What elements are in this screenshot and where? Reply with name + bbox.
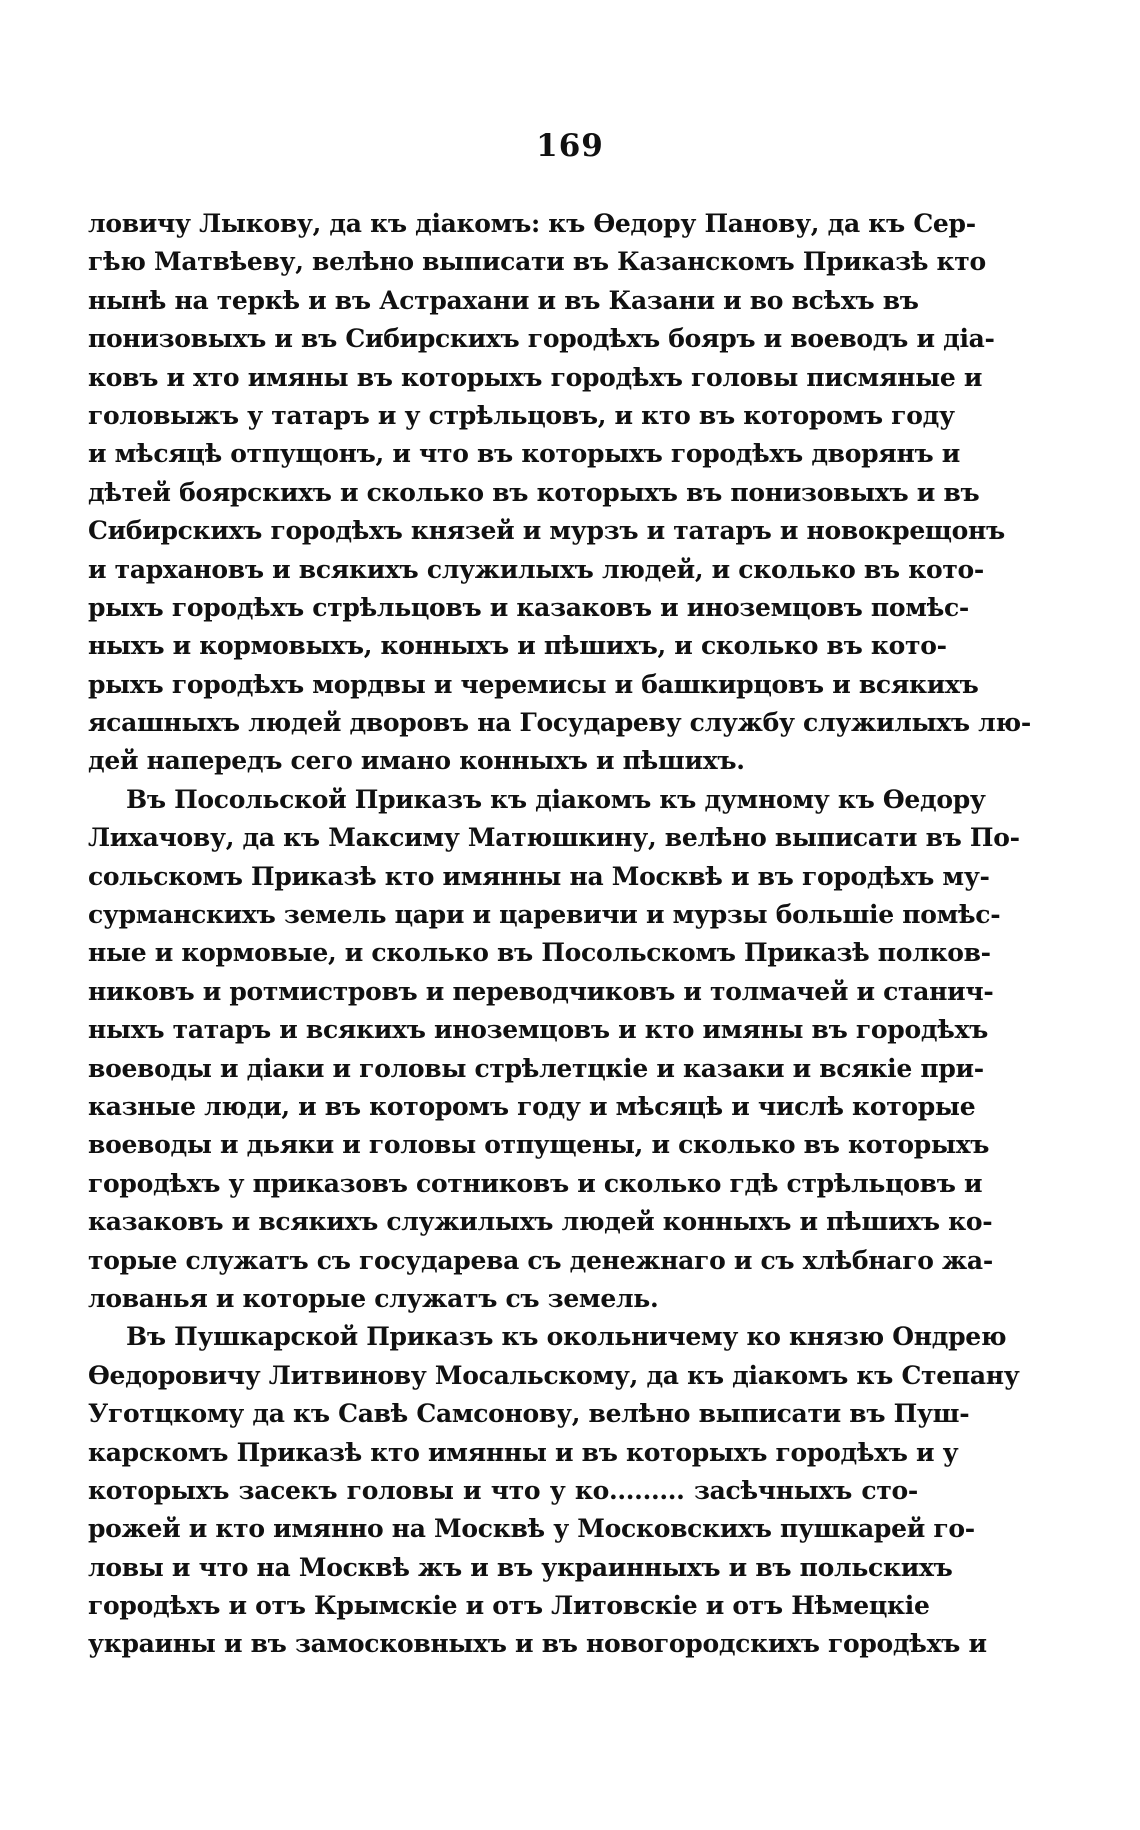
text-line: ковъ и хто имяны въ которыхъ городѣхъ головы писмяные и (88, 362, 983, 392)
text-line: Уготцкому да къ Савѣ Самсонову, велѣно выписати въ Пуш- (88, 1399, 970, 1429)
text-line: воеводы и дьяки и головы отпущены, и сколько въ которыхъ (88, 1130, 990, 1160)
text-line: ясашныхъ людей дворовъ на Государеву службу служилыхъ лю- (88, 708, 1031, 738)
text-line: Въ Посольской Приказъ къ діакомъ къ думному къ Өедору (126, 784, 986, 814)
text-line: рыхъ городѣхъ мордвы и черемисы и башкирцовъ и всякихъ (88, 669, 979, 699)
text-line: гѣю Матвѣеву, велѣно выписати въ Казанскомъ Приказѣ кто (88, 247, 986, 277)
text-line: Өедоровичу Литвинову Мосальскому, да къ діакомъ къ Степану (88, 1360, 1020, 1390)
page-number: 169 (536, 128, 604, 164)
text-line: городѣхъ и отъ Крымскіе и отъ Литовскіе и отъ Нѣмецкіе (88, 1591, 930, 1621)
text-line: казные люди, и въ которомъ году и мѣсяцѣ и числѣ которые (88, 1091, 976, 1121)
text-line: которыхъ засекъ головы и что у ко......... засѣчныхъ сто- (88, 1475, 918, 1505)
text-line: Въ Пушкарской Приказъ къ окольничему ко князю Ондрею (126, 1322, 1007, 1352)
text-line: сурманскихъ земель цари и царевичи и мурзы большіе помѣс- (88, 900, 1001, 930)
text-line: нынѣ на теркѣ и въ Астрахани и въ Казани и во всѣхъ въ (88, 285, 919, 315)
text-line: рожей и кто имянно на Москвѣ у Московскихъ пушкарей го- (88, 1514, 975, 1544)
text-line: понизовыхъ и въ Сибирскихъ городѣхъ бояръ и воеводъ и діа- (88, 324, 995, 354)
text-line: карскомъ Приказѣ кто имянны и въ которыхъ городѣхъ и у (88, 1437, 959, 1467)
text-line: ныхъ татаръ и всякихъ иноземцовъ и кто имяны въ городѣхъ (88, 1015, 988, 1045)
text-line: воеводы и діаки и головы стрѣлетцкіе и казаки и всякіе при- (88, 1053, 984, 1083)
text-line: и тархановъ и всякихъ служилыхъ людей, и сколько въ кото- (88, 554, 984, 584)
page-body-text (88, 205, 1031, 1664)
text-line: дѣтей боярскихъ и сколько въ которыхъ въ понизовыхъ и въ (88, 477, 980, 507)
text-line: рыхъ городѣхъ стрѣльцовъ и казаковъ и иноземцовъ помѣс- (88, 592, 969, 622)
text-line: Сибирскихъ городѣхъ князей и мурзъ и татаръ и новокрещонъ (88, 516, 1005, 546)
text-line: торые служатъ съ государева съ денежнаго и съ хлѣбнаго жа- (88, 1245, 993, 1275)
text-line: и мѣсяцѣ отпущонъ, и что въ которыхъ городѣхъ дворянъ и (88, 439, 961, 469)
text-line: дей напередъ сего имано конныхъ и пѣшихъ. (88, 746, 745, 776)
text-line: ловы и что на Москвѣ жъ и въ украинныхъ и въ польскихъ (88, 1552, 953, 1582)
text-line: ные и кормовые, и сколько въ Посольскомъ Приказѣ полков- (88, 938, 991, 968)
text-line: городѣхъ у приказовъ сотниковъ и сколько гдѣ стрѣльцовъ и (88, 1168, 983, 1198)
text-line: украины и въ замосковныхъ и въ новогородскихъ городѣхъ и (88, 1629, 987, 1659)
text-line: ныхъ и кормовыхъ, конныхъ и пѣшихъ, и сколько въ кото- (88, 631, 947, 661)
text-line: ловичу Лыкову, да къ діакомъ: къ Өедору Панову, да къ Сер- (88, 209, 976, 238)
text-line: казаковъ и всякихъ служилыхъ людей конныхъ и пѣшихъ ко- (88, 1207, 993, 1237)
text-line: головыжъ у татаръ и у стрѣльцовъ, и кто въ которомъ году (88, 400, 955, 430)
text-line: сольскомъ Приказѣ кто имянны на Москвѣ и въ городѣхъ му- (88, 861, 990, 891)
text-line: лованья и которые служатъ съ земель. (88, 1283, 659, 1313)
text-line: никовъ и ротмистровъ и переводчиковъ и толмачей и станич- (88, 976, 994, 1006)
text-line: Лихачову, да къ Максиму Матюшкину, велѣно выписати въ По- (88, 823, 1020, 853)
